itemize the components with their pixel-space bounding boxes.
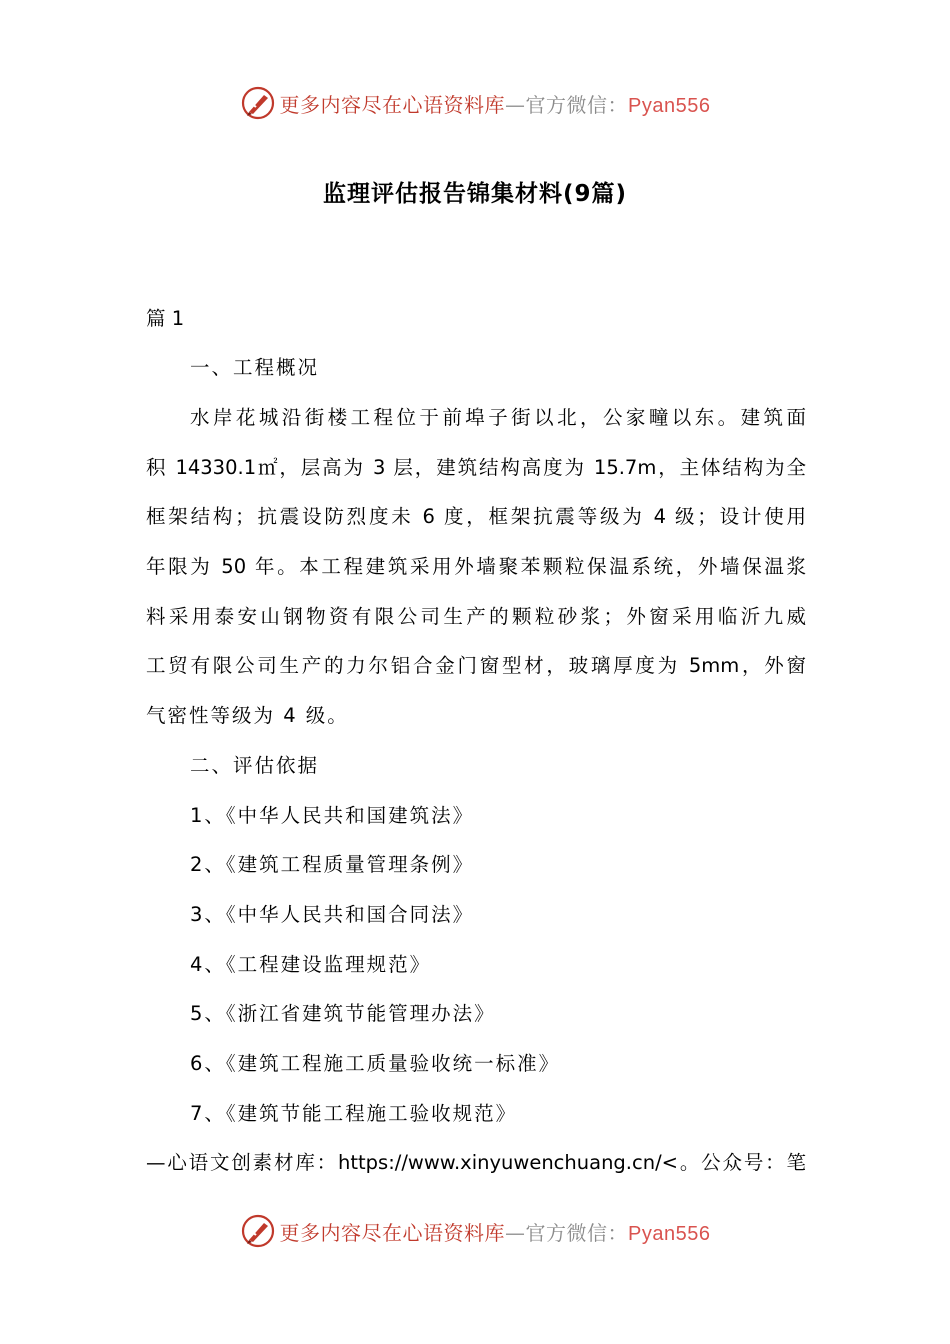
- paragraph-line: 料采用泰安山钢物资有限公司生产的颗粒砂浆；外窗采用临沂九威: [146, 605, 806, 628]
- paragraph-line: 工贸有限公司生产的力尔铝合金门窗型材，玻璃厚度为 5mm，外窗: [146, 654, 806, 677]
- basis-list-item: 4、《工程建设监理规范》: [190, 953, 432, 976]
- footer-site-text: 更多内容尽在心语资料库: [279, 1220, 506, 1245]
- heading-evaluation-basis: 二、评估依据: [190, 754, 320, 777]
- paragraph-line: 框架结构；抗震设防烈度未 6 度，框架抗震等级为 4 级；设计使用: [146, 505, 806, 528]
- footer-account: Pyan556: [628, 1222, 711, 1245]
- header-wechat-label: 官方微信：: [525, 92, 629, 117]
- paragraph-line: 积 14330.1㎡，层高为 3 层，建筑结构高度为 15.7m，主体结构为全: [146, 456, 806, 479]
- basis-list-item: 3、《中华人民共和国合同法》: [190, 903, 475, 926]
- paragraph-line: 年限为 50 年。本工程建筑采用外墙聚苯颗粒保温系统，外墙保温浆: [146, 555, 806, 578]
- header-site-text: 更多内容尽在心语资料库: [279, 92, 506, 117]
- header-banner: [0, 78, 950, 128]
- basis-list-item: 7、《建筑节能工程施工验收规范》: [190, 1102, 518, 1125]
- footer-banner-text: [280, 1217, 711, 1246]
- header-dash: —: [505, 92, 526, 117]
- paragraph-line: 水岸花城沿街楼工程位于前埠子街以北，公家疃以东。建筑面: [190, 406, 806, 429]
- footer-banner: [0, 1206, 950, 1256]
- pen-logo-icon: [240, 85, 276, 121]
- basis-list-item: 1、《中华人民共和国建筑法》: [190, 804, 475, 827]
- footer-dash: —: [505, 1220, 526, 1245]
- header-account: Pyan556: [628, 94, 711, 117]
- footer-wechat-label: 官方微信：: [525, 1220, 629, 1245]
- basis-list-item: 5、《浙江省建筑节能管理办法》: [190, 1002, 496, 1025]
- document-title: 监理评估报告锦集材料(9篇): [322, 181, 628, 207]
- section-label: 篇 1: [146, 307, 185, 330]
- basis-list-item: 6、《建筑工程施工质量验收统一标准》: [190, 1052, 561, 1075]
- basis-list-item: 2、《建筑工程质量管理条例》: [190, 853, 475, 876]
- pen-logo-icon: [240, 1213, 276, 1249]
- paragraph-line: 气密性等级为 4 级。: [146, 704, 349, 727]
- header-banner-text: [280, 89, 711, 118]
- heading-project-overview: 一、工程概况: [190, 356, 320, 379]
- source-footer-line: —心语文创素材库：https://www.xinyuwenchuang.cn/<。公众号：笔: [146, 1151, 806, 1174]
